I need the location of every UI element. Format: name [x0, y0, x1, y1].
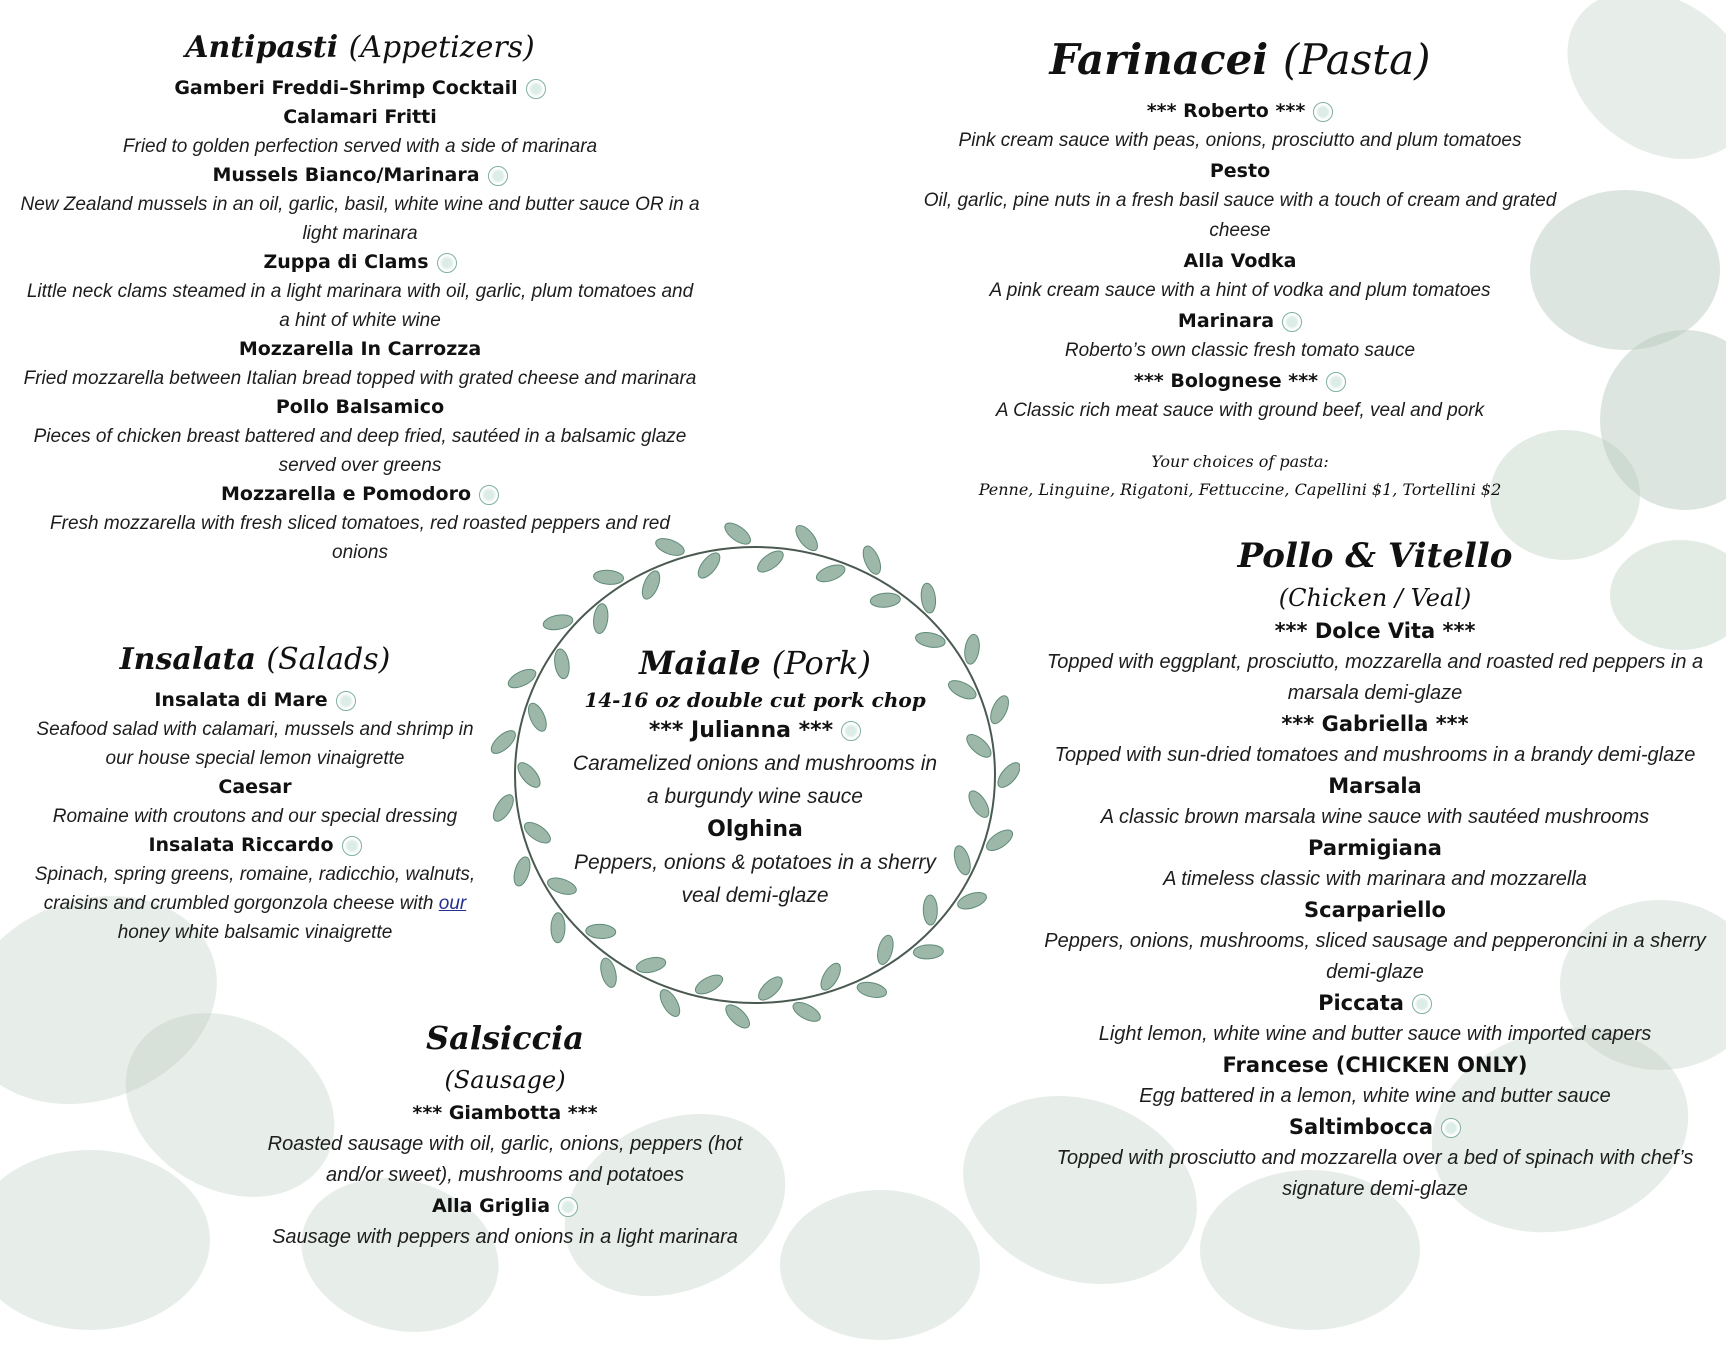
- item-desc: Seafood salad with calamari, mussels and shrimp in our house special lemon vinaigrette: [36, 719, 474, 769]
- pollo-list: [1040, 616, 1710, 1205]
- gluten-free-icon: [342, 836, 362, 856]
- item-desc: A pink cream sauce with a hint of vodka and plum tomatoes: [989, 280, 1491, 301]
- wreath-leaf: [951, 844, 973, 877]
- item-name: Pesto: [1209, 160, 1271, 182]
- item-name: Pollo Balsamico: [275, 396, 445, 418]
- pasta-choices-list: Penne, Linguine, Rigatoni, Fettuccine, Capellini $1, Tortellini $2: [978, 480, 1502, 499]
- list-item: [20, 248, 700, 335]
- maiale-list: [570, 714, 940, 912]
- item-name: *** Giambotta ***: [412, 1102, 598, 1124]
- insalata-section: [30, 638, 480, 947]
- item-desc: Sausage with peppers and onions in a light marinara: [272, 1226, 738, 1248]
- item-name: Insalata di Mare: [30, 686, 480, 715]
- wreath-leaf: [920, 582, 938, 613]
- wreath-leaf: [525, 701, 550, 734]
- gluten-free-icon: [1326, 372, 1346, 392]
- list-item: [900, 306, 1580, 366]
- list-item: [1040, 988, 1710, 1050]
- item-desc: A timeless classic with marinara and mozzarella: [1163, 868, 1587, 890]
- list-item: [1040, 1050, 1710, 1112]
- list-item: [570, 714, 940, 813]
- maiale-section: [570, 640, 940, 912]
- list-item: [20, 74, 700, 103]
- item-name: Gamberi Freddi–Shrimp Cocktail: [20, 74, 700, 103]
- wreath-leaf: [987, 693, 1012, 726]
- gluten-free-icon: [1282, 312, 1302, 332]
- wreath-leaf: [754, 547, 786, 576]
- item-name: *** Roberto ***: [900, 96, 1580, 126]
- list-item: [900, 246, 1580, 306]
- wreath-leaf: [514, 759, 544, 791]
- item-desc: Romaine with croutons and our special dressing: [52, 806, 458, 827]
- item-name: *** Bolognese ***: [900, 366, 1580, 396]
- pollo-section: [1040, 532, 1710, 1205]
- item-desc: Fried mozzarella between Italian bread topped with grated cheese and marinara: [23, 368, 697, 389]
- antipasti-section: [20, 26, 700, 567]
- list-item: [900, 156, 1580, 246]
- wreath-leaf: [755, 973, 786, 1004]
- item-desc: New Zealand mussels in an oil, garlic, basil, white wine and butter sauce OR in a light marinara: [20, 194, 700, 244]
- item-desc: Roberto’s own classic fresh tomato sauce: [1064, 340, 1416, 361]
- item-name: Alla Vodka: [1183, 250, 1297, 272]
- list-item: [1040, 895, 1710, 988]
- insalata-title: Insalata (Salads): [119, 642, 391, 677]
- antipasti-title: Antipasti (Appetizers): [185, 30, 535, 65]
- list-item: [20, 335, 700, 393]
- list-item: [265, 1098, 745, 1191]
- wreath-leaf: [963, 633, 981, 665]
- item-desc: A classic brown marsala wine sauce with sautéed mushrooms: [1100, 806, 1650, 828]
- item-name: Olghina: [707, 817, 803, 842]
- item-desc: Caramelized onions and mushrooms in a burgundy wine sauce: [572, 752, 938, 808]
- item-desc: Little neck clams steamed in a light marinara with oil, garlic, plum tomatoes and a hint of white wine: [26, 281, 694, 331]
- wreath-leaf: [551, 913, 565, 943]
- gluten-free-icon: [841, 721, 861, 741]
- item-desc: Peppers, onions, mushrooms, sliced sausage and pepperoncini in a sherry demi-glaze: [1044, 930, 1706, 983]
- wreath-leaf: [592, 603, 610, 634]
- wreath-leaf: [635, 955, 667, 975]
- item-desc: Topped with eggplant, prosciutto, mozzarella and roasted red peppers in a marsala demi-glaze: [1046, 651, 1704, 704]
- item-name: Mozzarella In Carrozza: [238, 338, 482, 360]
- item-name: Insalata Riccardo: [30, 831, 480, 860]
- wreath-leaf: [553, 648, 571, 680]
- wreath-leaf: [965, 788, 993, 821]
- item-name: *** Gabriella ***: [1281, 712, 1469, 736]
- pasta-choices-label: Your choices of pasta:: [1151, 452, 1329, 471]
- insalata-list: [30, 686, 480, 947]
- maiale-tagline: 14-16 oz double cut pork chop: [584, 688, 926, 712]
- wreath-leaf: [994, 759, 1020, 791]
- item-name: *** Dolce Vita ***: [1274, 619, 1476, 643]
- wreath-leaf: [490, 727, 519, 758]
- item-name: Marsala: [1328, 774, 1422, 798]
- list-item: [1040, 771, 1710, 833]
- item-name: Piccata: [1040, 988, 1710, 1019]
- farinacei-title: Farinacei (Pasta): [1049, 35, 1431, 84]
- wreath-leaf: [721, 520, 753, 548]
- gluten-free-icon: [479, 485, 499, 505]
- wreath-leaf: [490, 792, 517, 825]
- item-desc: Spinach, spring greens, romaine, radicchio, walnuts, craisins and crumbled gorgonzola cheese with our honey white balsamic vinaigrette: [34, 864, 476, 943]
- salsiccia-list: [265, 1098, 745, 1253]
- wreath-leaf: [593, 569, 624, 585]
- list-item: [20, 161, 700, 248]
- wreath-leaf: [870, 592, 901, 608]
- salsiccia-title: Salsiccia: [425, 1019, 585, 1057]
- list-item: [1040, 1112, 1710, 1205]
- pasta-choices: [900, 448, 1580, 504]
- gluten-free-icon: [1313, 102, 1333, 122]
- list-item: [1040, 709, 1710, 771]
- our-link[interactable]: our: [438, 893, 467, 914]
- item-name: Zuppa di Clams: [20, 248, 700, 277]
- list-item: [20, 103, 700, 161]
- gluten-free-icon: [1441, 1118, 1461, 1138]
- item-name: Mozzarella e Pomodoro: [20, 480, 700, 509]
- wreath-leaf: [814, 562, 847, 586]
- pollo-subtitle: (Chicken / Veal): [1278, 584, 1472, 612]
- salsiccia-section: [265, 1014, 745, 1253]
- item-desc: Egg battered in a lemon, white wine and butter sauce: [1139, 1085, 1611, 1107]
- item-name: *** Julianna ***: [570, 714, 940, 747]
- wreath-leaf: [963, 731, 995, 762]
- farinacei-section: [900, 30, 1580, 504]
- gluten-free-icon: [526, 79, 546, 99]
- wreath-leaf: [856, 980, 888, 1000]
- item-desc: Fried to golden perfection served with a side of marinara: [122, 136, 598, 157]
- list-item: [30, 773, 480, 831]
- wreath-leaf: [511, 855, 533, 888]
- wreath-leaf: [792, 522, 822, 554]
- pollo-title: Pollo & Vitello: [1237, 536, 1513, 576]
- gluten-free-icon: [488, 166, 508, 186]
- list-item: [1040, 616, 1710, 709]
- gluten-free-icon: [437, 253, 457, 273]
- item-name: Caesar: [218, 776, 292, 798]
- list-item: [20, 480, 700, 567]
- list-item: [265, 1191, 745, 1253]
- gluten-free-icon: [558, 1197, 578, 1217]
- wreath-leaf: [542, 613, 574, 632]
- item-desc: Topped with sun-dried tomatoes and mushrooms in a brandy demi-glaze: [1054, 744, 1696, 766]
- item-desc: A Classic rich meat sauce with ground beef, veal and pork: [995, 400, 1485, 421]
- item-desc: Peppers, onions & potatoes in a sherry veal demi-glaze: [574, 851, 936, 907]
- list-item: [30, 686, 480, 773]
- antipasti-list: [20, 74, 700, 567]
- item-name: Calamari Fritti: [283, 106, 437, 128]
- maiale-title: Maiale (Pork): [639, 644, 871, 682]
- wreath-leaf: [790, 999, 823, 1026]
- item-name: Francese (CHICKEN ONLY): [1222, 1053, 1528, 1077]
- wreath-leaf: [585, 924, 616, 940]
- list-item: [900, 96, 1580, 156]
- list-item: [30, 831, 480, 947]
- item-name: Alla Griglia: [265, 1191, 745, 1222]
- item-desc: Fresh mozzarella with fresh sliced tomatoes, red roasted peppers and red onions: [50, 513, 670, 563]
- list-item: [1040, 833, 1710, 895]
- item-name: Saltimbocca: [1040, 1112, 1710, 1143]
- item-desc: Light lemon, white wine and butter sauce with imported capers: [1098, 1023, 1652, 1045]
- item-name: Parmigiana: [1308, 836, 1442, 860]
- item-desc: Oil, garlic, pine nuts in a fresh basil sauce with a touch of cream and grated cheese: [923, 190, 1557, 241]
- item-name: Scarpariello: [1304, 898, 1446, 922]
- wreath-leaf: [913, 944, 944, 960]
- gluten-free-icon: [336, 691, 356, 711]
- list-item: [570, 813, 940, 912]
- item-desc: Topped with prosciutto and mozzarella over a bed of spinach with chef’s signature demi-glaze: [1056, 1147, 1694, 1200]
- list-item: [20, 393, 700, 480]
- farinacei-list: [900, 96, 1580, 426]
- item-name: Marinara: [900, 306, 1580, 336]
- wreath-leaf: [692, 971, 725, 998]
- salsiccia-subtitle: (Sausage): [444, 1066, 566, 1094]
- gluten-free-icon: [1412, 994, 1432, 1014]
- item-name: Mussels Bianco/Marinara: [20, 161, 700, 190]
- item-desc: Pieces of chicken breast battered and deep fried, sautéed in a balsamic glaze served over greens: [33, 426, 687, 476]
- item-desc: Pink cream sauce with peas, onions, prosciutto and plum tomatoes: [958, 130, 1522, 151]
- list-item: [900, 366, 1580, 426]
- item-desc: Roasted sausage with oil, garlic, onions, peppers (hot and/or sweet), mushrooms and potatoes: [267, 1133, 743, 1186]
